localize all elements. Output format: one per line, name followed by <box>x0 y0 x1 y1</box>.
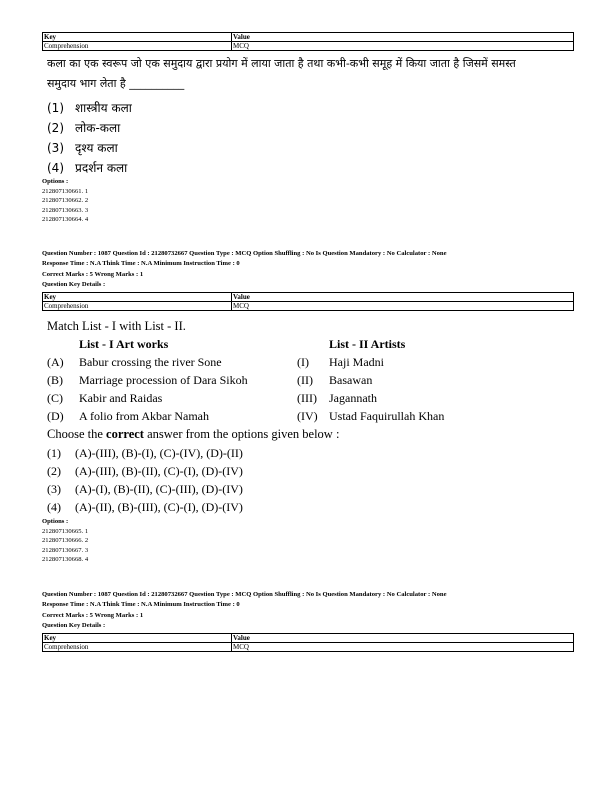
question-meta-3: Question Number : 1087 Question Id : 21280732667 Question Type : MCQ Option Shuffling : No Is Question Mandatory : No Calculator : None Response Time : N.A Think Time : N.A Minimum Instruction Time : 0 Correct Marks : 5 Wrong Marks : 1 Question Key Details : <box>42 591 447 629</box>
list-1-item: (C) Kabir and Raidas <box>47 391 163 405</box>
list-1-item: (D) A folio from Akbar Namah <box>47 409 209 423</box>
q2-option-3: (3) (A)-(I), (B)-(II), (C)-(III), (D)-(IV) <box>47 482 243 496</box>
value-header: Value <box>232 33 574 42</box>
q2-option-1: (1) (A)-(III), (B)-(I), (C)-(IV), (D)-(II) <box>47 446 243 460</box>
q2-option-4: (4) (A)-(II), (B)-(III), (C)-(I), (D)-(IV) <box>47 500 243 514</box>
list-2-item: (IV) Ustad Faquirullah Khan <box>297 409 445 423</box>
list-1-item: (B) Marriage procession of Dara Sikoh <box>47 373 248 387</box>
list-2-item: (II) Basawan <box>297 373 373 387</box>
key-cell: Comprehension <box>43 42 232 51</box>
key-header: Key <box>43 33 232 42</box>
option-id: 212807130661. 1 <box>42 187 89 195</box>
option-id: 212807130665. 1 <box>42 527 89 535</box>
question-1-text <box>47 55 587 92</box>
question-2-intro: Match List - I with List - II. <box>47 319 186 333</box>
choose-instruction: Choose the correct answer from the options given below : <box>47 427 340 441</box>
q1-option-1: (1) शास्त्रीय कला <box>47 101 132 115</box>
options-label: Options : <box>42 518 69 525</box>
q2-option-2: (2) (A)-(III), (B)-(II), (C)-(I), (D)-(IV) <box>47 464 243 478</box>
option-id: 212807130663. 3 <box>42 206 89 214</box>
option-id: 212807130664. 4 <box>42 216 89 223</box>
option-id: 212807130668. 4 <box>42 556 89 563</box>
key-value-table-1 <box>42 32 574 51</box>
question-1-line1: कला का एक स्वरूप जो एक समुदाय द्वारा प्रयोग में लाया जाता है तथा कभी-कभी समूह में किया जाता है जिसमें समस्त <box>47 57 516 70</box>
options-label: Options : <box>42 178 69 185</box>
q1-option-2: (2) लोक-कला <box>47 121 121 135</box>
list-1-header: List - I Art works <box>79 337 169 351</box>
q1-option-3: (3) दृश्य कला <box>47 141 118 155</box>
option-id: 212807130662. 2 <box>42 197 89 204</box>
question-1-line2: समुदाय भाग लेता है __________ <box>47 77 185 90</box>
option-id: 212807130667. 3 <box>42 546 89 554</box>
list-2-header: List - II Artists <box>329 337 406 351</box>
list-2-item: (III) Jagannath <box>297 391 377 405</box>
list-2-item: (I) Haji Madni <box>297 355 384 369</box>
q1-options-ids <box>42 177 88 225</box>
value-cell: MCQ <box>232 42 574 51</box>
list-1-item: (A) Babur crossing the river Sone <box>47 355 222 369</box>
q1-option-4: (4) प्रदर्शन कला <box>47 161 128 175</box>
question-meta-2: Question Number : 1087 Question Id : 21280732667 Question Type : MCQ Option Shuffling : No Is Question Mandatory : No Calculator : None Response Time : N.A Think Time : N.A Minimum Instruction Time : 0 Correct Marks : 5 Wrong Marks : 1 Question Key Details : <box>42 250 447 288</box>
q2-options-ids <box>42 517 88 565</box>
key-value-table-3: Key Value Comprehension MCQ <box>42 633 574 652</box>
option-id: 212807130666. 2 <box>42 537 89 544</box>
key-value-table-2: Key Value Comprehension MCQ <box>42 292 574 311</box>
